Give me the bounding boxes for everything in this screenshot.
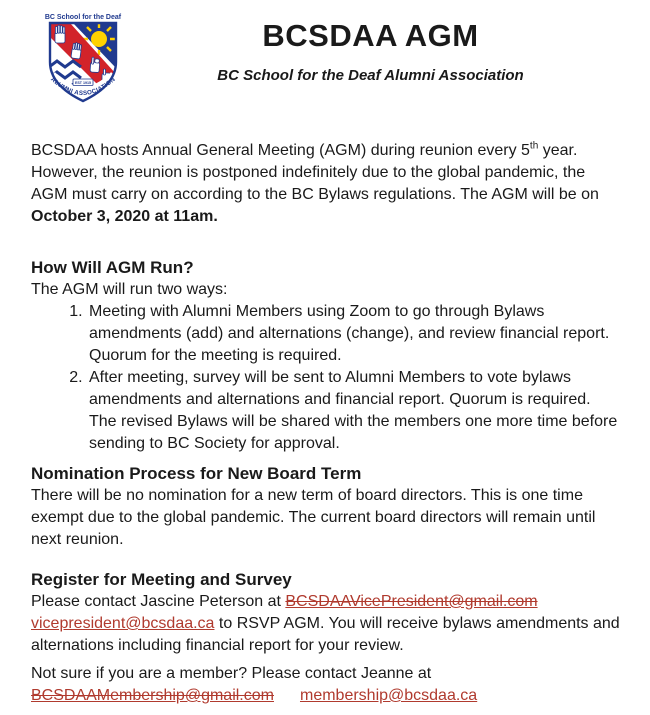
agm-date-bold: October 3, 2020 at 11am. xyxy=(31,208,218,225)
how-lead-text: The AGM will run two ways: xyxy=(31,281,228,298)
document-header xyxy=(31,8,622,116)
bcsdaa-logo xyxy=(39,10,127,112)
membership-text: Not sure if you are a member? Please contact Jeanne at xyxy=(31,665,432,682)
register-paragraph xyxy=(31,591,622,657)
old-vicepresident-email-link[interactable]: BCSDAAVicePresident@gmail.com xyxy=(285,593,538,610)
register-text-2: to RSVP AGM. You will receive bylaws amendments and alternations including financial report for your review. xyxy=(31,615,620,654)
old-membership-email-link[interactable]: BCSDAAMembership@gmail.com xyxy=(31,687,274,704)
vicepresident-email-link[interactable]: vicepresident@bcsdaa.ca xyxy=(31,615,215,632)
svg-text:EST 1915: EST 1915 xyxy=(75,81,91,85)
intro-text-2: year. However, the reunion is postponed indefinitely due to the global pandemic, the AGM must carry on according to the BC Bylaws regulations. The AGM will be on xyxy=(31,142,599,203)
page-subtitle: BC School for the Deaf Alumni Association xyxy=(217,67,524,84)
intro-text-1: BCSDAA hosts Annual General Meeting (AGM) during reunion every 5 xyxy=(31,142,530,159)
ordinal-superscript: th xyxy=(529,140,539,152)
logo-school-name: BC School for the Deaf xyxy=(44,14,122,21)
register-text-1: Please contact Jascine Peterson at xyxy=(31,593,286,610)
logo-arc-text: ALUMNI ASSOCIATION xyxy=(49,75,117,98)
logo-banner xyxy=(73,79,93,86)
list-item-meeting: 1. Meeting with Alumni Members using Zoom to go through Bylaws amendments (add) and alternations (change), and review financial report. Quorum for the meeting is required. xyxy=(87,301,622,367)
intro-paragraph xyxy=(31,140,622,228)
nomination-paragraph: There will be no nomination for a new term of board directors. This is one time exempt due to the global pandemic. The current board directors will remain until next reunion. xyxy=(31,487,596,548)
membership-paragraph xyxy=(31,663,622,707)
agm-ways-list xyxy=(31,301,622,455)
heading-how-will-agm-run: How Will AGM Run? xyxy=(31,258,194,277)
heading-nomination-process: Nomination Process for New Board Term xyxy=(31,464,362,483)
list-item-survey: 2. After meeting, survey will be sent to Alumni Members to vote bylaws amendments and alternations and financial report. Quorum is required. The revised Bylaws will be shared with the members one more time before sending to BC Society for approval. xyxy=(87,367,622,455)
heading-register: Register for Meeting and Survey xyxy=(31,570,292,589)
header-text-block xyxy=(119,8,622,87)
membership-email-link[interactable]: membership@bcsdaa.ca xyxy=(299,687,478,704)
page-title: BCSDAA AGM xyxy=(262,18,479,53)
